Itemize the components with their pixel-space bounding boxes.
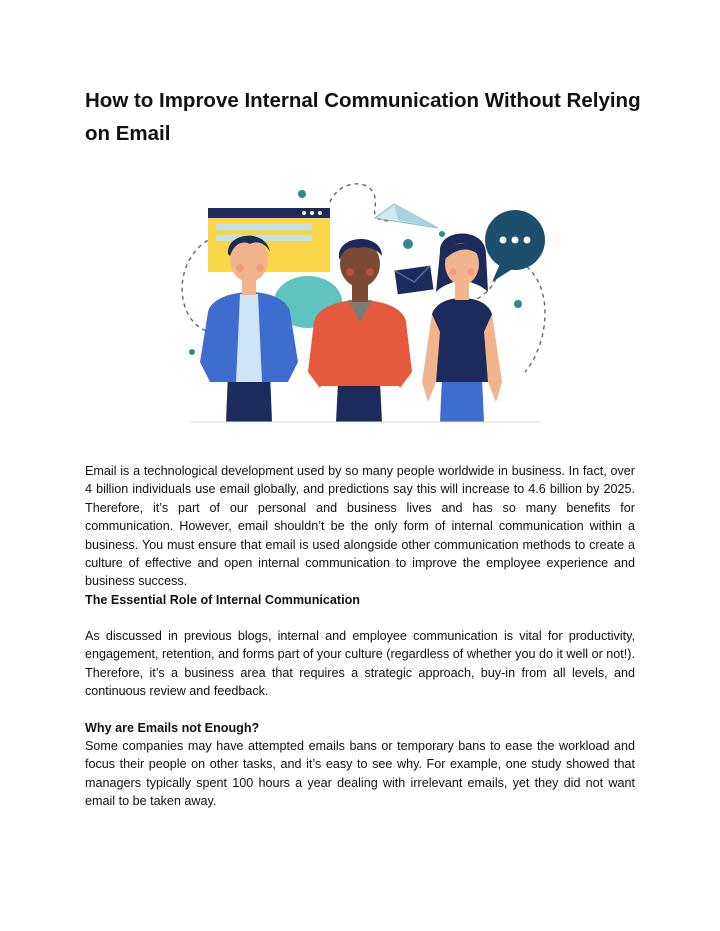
section-heading-essential-role: The Essential Role of Internal Communication [85,593,361,607]
chat-bubble-icon [485,210,545,282]
document-title: How to Improve Internal Communication Without Relying on Email [85,89,641,145]
dot-2 [403,239,413,249]
person-right-figure [422,234,502,423]
coworkers-illustration [170,182,560,427]
envelope-icon [395,266,434,295]
section-paragraph-why-emails: Some companies may have attempted emails bans or temporary bans to ease the workload and focus their people on other tasks, and it’s easy to see why. For example, one study showed that managers typically spent 100 hours a year dealing with irrelevant emails, yet they did not want email to be taken away. [85,739,635,809]
dot-3 [439,231,445,237]
section-paragraph-essential-role: As discussed in previous blogs, internal and employee communication is vital for productivity, engagement, retention, and forms part of your culture (regardless of whether you do it well or not!). Therefore, it’s a business area that requires a strategic approach, buy-in from all levels, and continuous review and feedback. [85,629,635,699]
intro-paragraph: Email is a technological development used by so many people worldwide in business. In fact, over 4 billion individuals use email globally, and predictions say this will increase to 4.6 billion by 2025. Therefore, it’s part of our personal and business lives and has so many benefits for communication. However, email shouldn’t be the only form of internal communication within a business. You must ensure that email is used alongside other communication methods to create a culture of effective and open internal communication to improve the employee experience and business success. [85,464,635,589]
section-heading-why-emails: Why are Emails not Enough? [85,721,260,735]
dot-4 [514,300,522,308]
dot-1 [298,190,306,198]
dashed-loop-right [520,262,545,372]
dot-5 [189,349,195,355]
